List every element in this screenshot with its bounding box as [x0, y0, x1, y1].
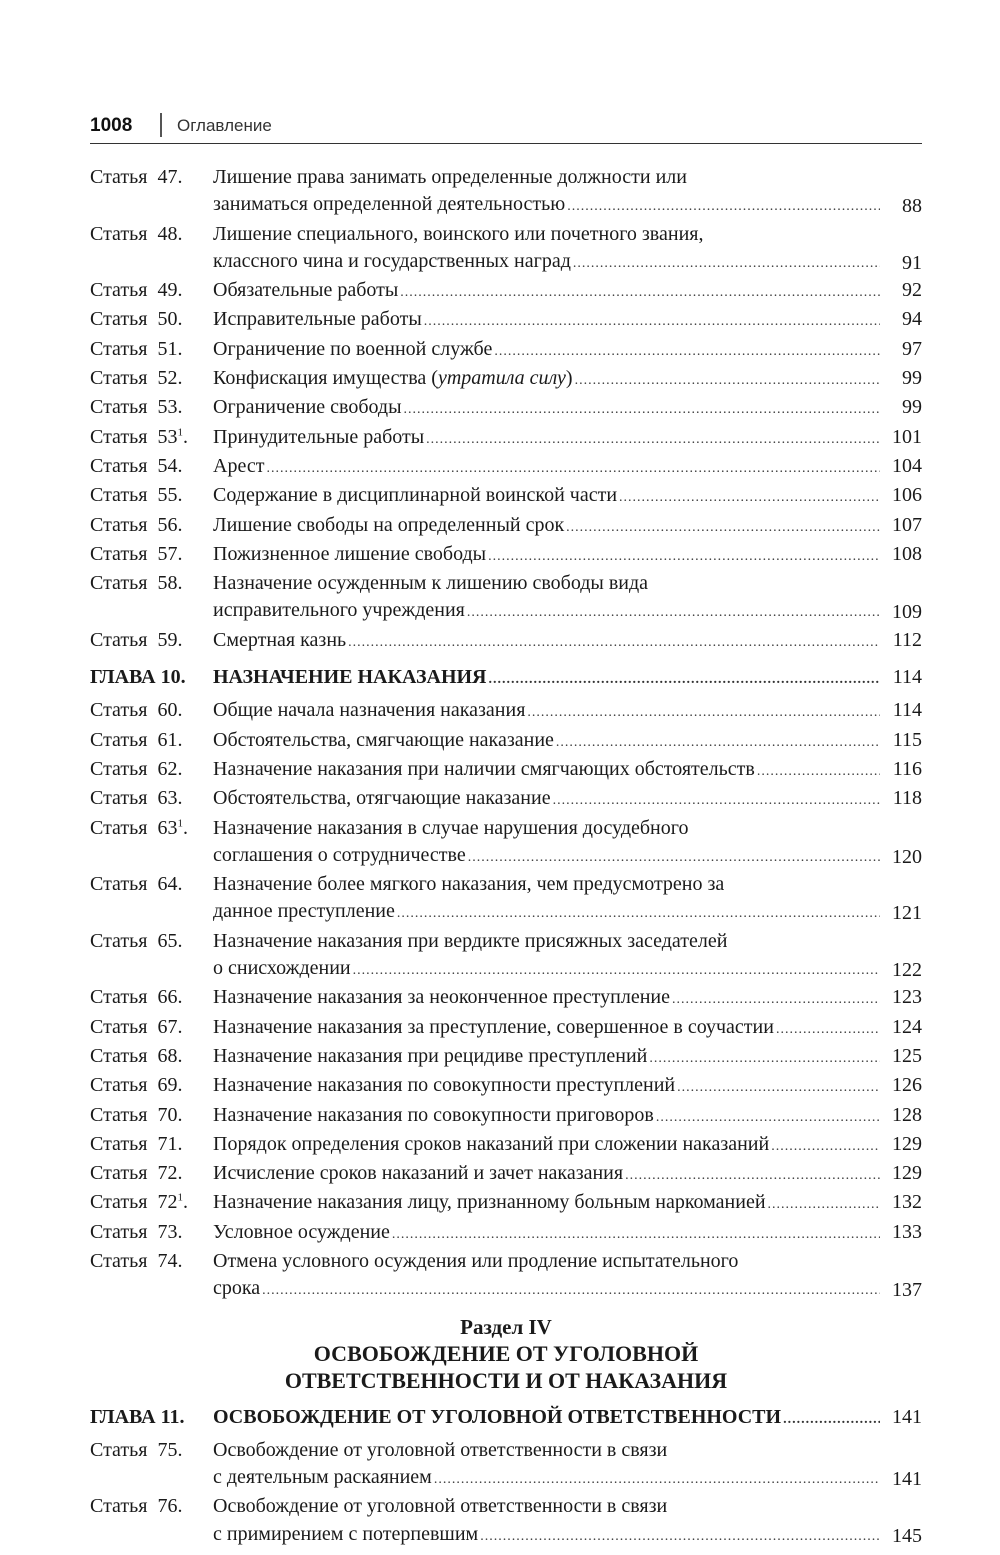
article-label: Статья 54.: [90, 454, 183, 477]
article-title: Исправительные работы: [213, 308, 422, 331]
article-label: Статья $53^1$.: [90, 425, 188, 448]
article-title: о снисхождении: [213, 957, 351, 980]
article-label: Статья 48.: [90, 222, 183, 245]
toc-entry[interactable]: [90, 785, 922, 814]
toc-entry[interactable]: [90, 541, 922, 570]
article-label: Статья 52.: [90, 367, 183, 390]
page-ref: 145: [892, 1524, 922, 1547]
page-ref: 122: [892, 959, 922, 982]
article-label: Статья 69.: [90, 1074, 183, 1097]
page-ref: 125: [892, 1044, 922, 1067]
article-label: Статья 74.: [90, 1249, 183, 1272]
article-title: Общие начала назначения наказания: [213, 699, 526, 722]
article-title: Назначение наказания при рецидиве преступлений: [213, 1044, 648, 1067]
dot-leader: [397, 900, 880, 927]
toc-entry[interactable]: [90, 1493, 922, 1550]
article-label: Статья 65.: [90, 929, 183, 952]
article-label: Статья 51.: [90, 337, 183, 360]
page-ref: 141: [892, 1468, 922, 1491]
chapter-label: ГЛАВА 10.: [90, 666, 186, 689]
dot-leader: [468, 844, 880, 871]
article-title: соглашения о сотрудничестве: [213, 843, 466, 866]
toc-chapter-11[interactable]: [90, 1404, 922, 1433]
article-title: Лишение права занимать определенные должности или: [213, 166, 687, 188]
dot-leader: [353, 957, 880, 984]
section-title-line-2: ОТВЕТСТВЕННОСТИ И ОТ НАКАЗАНИЯ: [284, 1367, 728, 1393]
article-title: с примирением с потерпевшим: [213, 1522, 479, 1545]
toc-entry[interactable]: [90, 1102, 922, 1131]
article-title: исправительного учреждения: [213, 599, 465, 622]
article-title: Порядок определения сроков наказаний при сложении наказаний: [213, 1132, 770, 1155]
article-title: Назначение наказания по совокупности преступлений: [213, 1074, 676, 1097]
article-label: Статья 59.: [90, 628, 183, 651]
article-label: Статья 57.: [90, 542, 183, 565]
article-title: Смертная казнь: [213, 628, 347, 651]
running-head: [90, 113, 922, 144]
dot-leader: [556, 729, 880, 756]
dot-leader: [266, 455, 880, 482]
toc-list-chapter-9: [90, 164, 922, 656]
table-of-contents: [90, 164, 922, 1550]
article-title: Отмена условного осуждения или продление испытательного: [213, 1249, 739, 1272]
article-title: классного чина и государственных наград: [213, 249, 571, 272]
toc-entry[interactable]: [90, 306, 922, 335]
toc-entry[interactable]: [90, 1248, 922, 1305]
article-label: Статья 61.: [90, 728, 183, 751]
article-title: Ограничение свободы: [213, 396, 402, 419]
dot-leader: [573, 250, 880, 277]
dot-leader: [768, 1191, 880, 1218]
article-title: Ограничение по военной службе: [213, 337, 493, 360]
page-ref: 124: [892, 1015, 922, 1038]
page-ref: 107: [892, 513, 922, 536]
article-title: Обязательные работы: [213, 279, 399, 302]
chapter-label: ГЛАВА 11.: [90, 1405, 185, 1428]
section-heading: [90, 1315, 922, 1394]
page-ref: 101: [892, 425, 922, 448]
article-title: Содержание в дисциплинарной воинской части: [213, 484, 618, 507]
toc-list-chapter-10: [90, 697, 922, 1304]
article-label: Статья 62.: [90, 757, 183, 780]
page-ref: 118: [892, 787, 922, 810]
dot-leader: [467, 599, 880, 626]
article-label: Статья 50.: [90, 308, 183, 331]
article-title: Обстоятельства, отягчающие наказание: [213, 787, 551, 810]
toc-entry[interactable]: [90, 871, 922, 928]
dot-leader: [776, 1016, 880, 1043]
toc-entry[interactable]: [90, 756, 922, 785]
toc-entry[interactable]: [90, 394, 922, 423]
chapter-page: 141: [892, 1405, 922, 1428]
page-ref: 88: [902, 195, 922, 218]
dot-leader: [434, 1466, 880, 1493]
dot-leader: [494, 338, 880, 365]
article-title: Назначение наказания в случае нарушения досудебного: [213, 816, 689, 839]
dot-leader: [527, 699, 880, 726]
page-number: 1008: [90, 115, 133, 136]
article-label: Статья 71.: [90, 1132, 183, 1155]
running-head-title: Оглавление: [177, 116, 272, 135]
dot-leader: [404, 396, 880, 423]
page-ref: 112: [892, 628, 922, 651]
page-ref: 91: [902, 251, 922, 274]
article-title: Принудительные работы: [213, 425, 425, 448]
toc-entry[interactable]: [90, 1043, 922, 1072]
toc-entry[interactable]: [90, 336, 922, 365]
article-label: Статья $72^1$.: [90, 1191, 188, 1214]
toc-entry[interactable]: [90, 424, 922, 453]
page-ref: 109: [892, 601, 922, 624]
article-label: Статья 66.: [90, 986, 183, 1009]
toc-entry[interactable]: [90, 570, 922, 627]
dot-leader: [488, 543, 880, 570]
dot-leader: [262, 1277, 880, 1304]
dot-leader: [567, 193, 880, 220]
article-label: Статья 63.: [90, 787, 183, 810]
article-label: Статья 58.: [90, 572, 183, 595]
article-title: Арест: [213, 454, 265, 477]
article-label: Статья 49.: [90, 279, 183, 302]
article-label: Статья 67.: [90, 1015, 183, 1038]
article-title: Назначение наказания лицу, признанному больным наркоманией: [213, 1191, 766, 1214]
page-ref: 116: [892, 757, 922, 780]
article-title: Исчисление сроков наказаний и зачет наказания: [213, 1162, 624, 1185]
dot-leader: [392, 1221, 880, 1248]
dot-leader: [656, 1104, 880, 1131]
section-title-line-1: ОСВОБОЖДЕНИЕ ОТ УГОЛОВНОЙ: [313, 1340, 699, 1366]
dot-leader: [757, 758, 880, 785]
article-title: Лишение свободы на определенный срок: [213, 513, 565, 536]
page-ref: 104: [892, 454, 922, 477]
toc-entry[interactable]: [90, 697, 922, 726]
dot-leader: [480, 1523, 880, 1550]
page-ref: 132: [892, 1191, 922, 1214]
article-title: Лишение специального, воинского или почетного звания,: [213, 222, 704, 245]
chapter-page: 114: [892, 666, 922, 689]
page-ref: 94: [902, 308, 922, 331]
article-label: Статья 55.: [90, 484, 183, 507]
toc-entry[interactable]: [90, 1160, 922, 1189]
section-number: Раздел IV: [460, 1314, 552, 1339]
dot-leader: [426, 426, 880, 453]
article-title: Освобождение от уголовной ответственности в связи: [213, 1495, 668, 1518]
article-title: с деятельным раскаянием: [213, 1466, 432, 1489]
dot-leader: [677, 1074, 880, 1101]
article-label: Статья 70.: [90, 1103, 183, 1126]
page-ref: 114: [892, 699, 922, 722]
article-title: Назначение более мягкого наказания, чем предусмотрено за: [213, 873, 725, 896]
page-ref: 106: [892, 484, 922, 507]
article-title: Назначение наказания при вердикте присяжных заседателей: [213, 929, 728, 952]
page-ref: 129: [892, 1132, 922, 1155]
article-title: заниматься определенной деятельностью: [213, 193, 566, 216]
article-label: Статья 64.: [90, 873, 183, 896]
header-separator: [160, 113, 162, 137]
article-label: Статья 73.: [90, 1220, 183, 1243]
dot-leader: [649, 1045, 880, 1072]
toc-list-chapter-11: [90, 1437, 922, 1550]
dot-leader: [771, 1133, 880, 1160]
page-ref: 137: [892, 1279, 922, 1302]
dot-leader: [783, 1406, 880, 1433]
article-title: Пожизненное лишение свободы: [213, 542, 487, 565]
toc-entry[interactable]: [90, 1131, 922, 1160]
article-title: Условное осуждение: [213, 1220, 390, 1243]
article-label: Статья 76.: [90, 1495, 183, 1518]
page-ref: 123: [892, 986, 922, 1009]
toc-entry[interactable]: [90, 1437, 922, 1494]
toc-entry[interactable]: [90, 164, 922, 221]
toc-entry[interactable]: [90, 984, 922, 1013]
toc-entry[interactable]: [90, 1189, 922, 1218]
dot-leader: [575, 367, 880, 394]
article-label: Статья 56.: [90, 513, 183, 536]
page-ref: 121: [892, 902, 922, 925]
toc-entry[interactable]: [90, 277, 922, 306]
toc-entry[interactable]: [90, 453, 922, 482]
toc-entry[interactable]: [90, 627, 922, 656]
article-label: Статья 72.: [90, 1162, 183, 1185]
chapter-title: НАЗНАЧЕНИЕ НАКАЗАНИЯ: [213, 666, 487, 689]
toc-entry[interactable]: [90, 482, 922, 511]
chapter-title: ОСВОБОЖДЕНИЕ ОТ УГОЛОВНОЙ ОТВЕТСТВЕННОСТИ: [213, 1405, 782, 1428]
article-title: данное преступление: [213, 900, 395, 923]
page-ref: 97: [902, 337, 922, 360]
article-title: Назначение наказания за неоконченное преступление: [213, 986, 670, 1009]
article-label: Статья $63^1$.: [90, 816, 188, 839]
toc-entry[interactable]: [90, 815, 922, 872]
toc-entry[interactable]: [90, 928, 922, 985]
dot-leader: [619, 484, 880, 511]
page-ref: 120: [892, 845, 922, 868]
page-ref: 115: [892, 728, 922, 751]
article-label: Статья 68.: [90, 1044, 183, 1067]
article-label: Статья 47.: [90, 166, 183, 188]
article-title: Обстоятельства, смягчающие наказание: [213, 728, 554, 751]
article-title: Назначение наказания за преступление, совершенное в соучастии: [213, 1015, 774, 1038]
page-ref: 133: [892, 1220, 922, 1243]
toc-entry[interactable]: [90, 1014, 922, 1043]
toc-entry[interactable]: [90, 512, 922, 541]
toc-entry[interactable]: [90, 221, 922, 278]
article-title: Освобождение от уголовной ответственности в связи: [213, 1438, 668, 1461]
dot-leader: [400, 279, 880, 306]
article-title: Назначение осужденным к лишению свободы вида: [213, 572, 649, 595]
dot-leader: [348, 629, 880, 656]
dot-leader: [553, 787, 880, 814]
page-ref: 129: [892, 1162, 922, 1185]
article-title: Конфискация имущества (утратила силу): [213, 367, 573, 390]
dot-leader: [672, 986, 880, 1013]
article-title: Назначение наказания при наличии смягчающих обстоятельств: [213, 757, 755, 780]
toc-chapter-10[interactable]: [90, 664, 922, 693]
toc-entry[interactable]: [90, 1072, 922, 1101]
page-ref: 99: [902, 396, 922, 419]
toc-entry[interactable]: [90, 727, 922, 756]
toc-entry[interactable]: [90, 1219, 922, 1248]
page-ref: 126: [892, 1074, 922, 1097]
dot-leader: [566, 514, 880, 541]
page-ref: 128: [892, 1103, 922, 1126]
page-ref: 92: [902, 279, 922, 302]
page-ref: 108: [892, 542, 922, 565]
article-title: срока: [213, 1277, 261, 1300]
article-title: Назначение наказания по совокупности приговоров: [213, 1103, 654, 1126]
dot-leader: [424, 308, 880, 335]
article-label: Статья 60.: [90, 699, 183, 722]
article-label: Статья 53.: [90, 396, 183, 419]
dot-leader: [625, 1162, 880, 1189]
article-label: Статья 75.: [90, 1438, 183, 1461]
dot-leader: [489, 666, 881, 693]
toc-entry[interactable]: [90, 365, 922, 394]
page-ref: 99: [902, 367, 922, 390]
